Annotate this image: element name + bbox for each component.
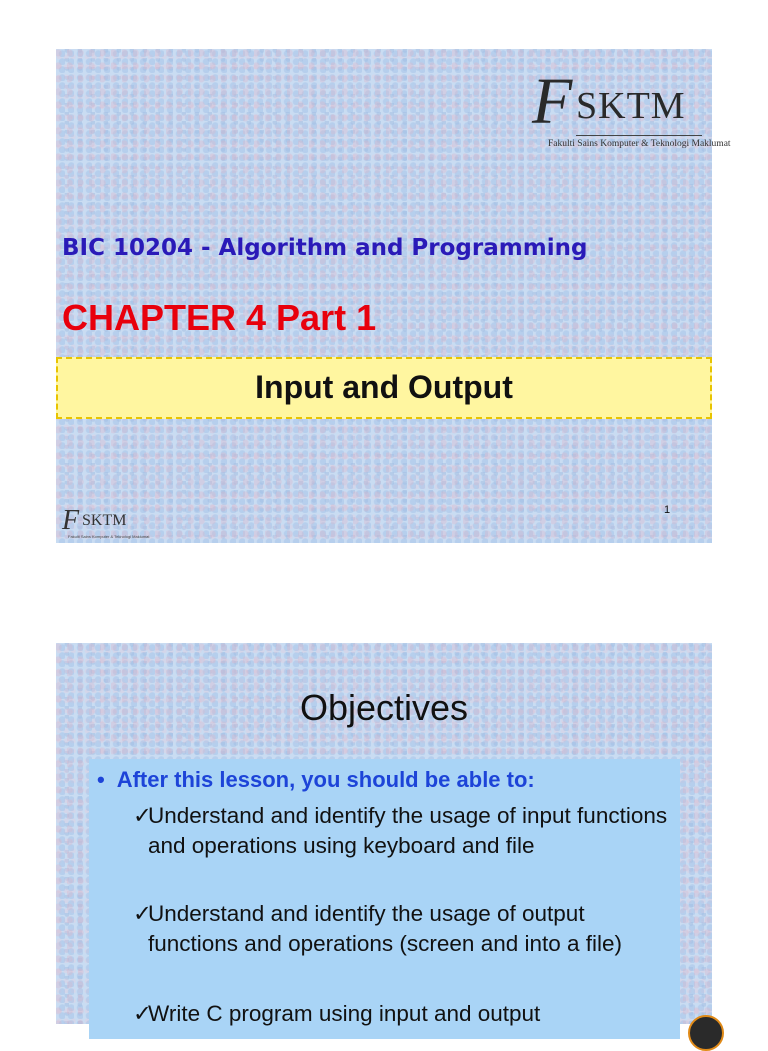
objectives-slide — [56, 643, 712, 1024]
logo-subtitle: Fakulti Sains Komputer & Teknologi Maklumat — [548, 139, 731, 149]
lead-text: After this lesson, you should be able to: — [116, 767, 535, 792]
topic-banner — [56, 357, 712, 419]
objective-text: Write C program using input and output — [148, 1001, 541, 1026]
checkmark-icon: ✓ — [133, 803, 152, 828]
bullet-icon: • — [97, 767, 105, 792]
logo-divider — [576, 135, 702, 136]
footer-logo-name: SKTM — [82, 512, 127, 529]
objective-text: Understand and identify the usage of input functions and operations using keyboard and file — [148, 803, 668, 858]
logo-name: SKTM — [576, 85, 686, 127]
objectives-box — [89, 759, 680, 1039]
topic-title: Input and Output — [255, 369, 513, 405]
corner-decoration-icon — [688, 1015, 724, 1051]
checkmark-icon: ✓ — [133, 901, 152, 926]
objective-item — [133, 801, 673, 861]
footer-logo — [62, 507, 162, 543]
objectives-lead — [97, 767, 535, 793]
logo-letter: F — [532, 65, 573, 138]
checkmark-icon: ✓ — [133, 1001, 152, 1026]
objective-item — [133, 999, 673, 1029]
objective-item — [133, 899, 673, 959]
objective-text: Understand and identify the usage of output functions and operations (screen and into a file) — [148, 901, 623, 956]
title-slide — [56, 49, 731, 543]
objectives-title: Objectives — [299, 687, 469, 728]
chapter-title: CHAPTER 4 Part 1 — [62, 297, 377, 338]
fsktm-logo — [528, 65, 731, 169]
page-number: 1 — [664, 504, 671, 516]
footer-logo-subtitle: Fakulti Sains Komputer & Teknologi Maklumat — [68, 534, 150, 539]
course-title: BIC 10204 - Algorithm and Programming — [62, 235, 588, 261]
footer-logo-letter: F — [62, 505, 80, 536]
